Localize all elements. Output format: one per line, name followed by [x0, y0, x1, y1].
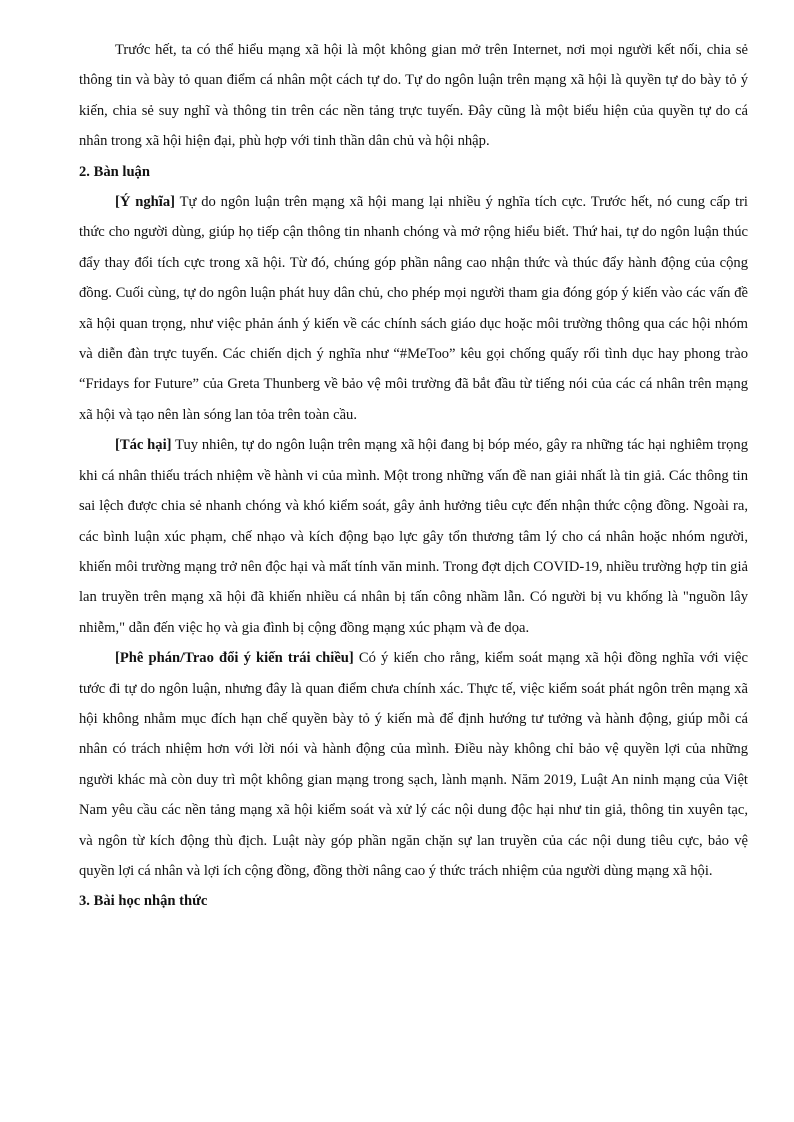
counter-argument-text: Có ý kiến cho rằng, kiểm soát mạng xã hội đồng nghĩa với việc tước đi tự do ngôn luận, nhưng đây là quan điểm chưa chính xác. Thực tế, việc kiểm soát phát ngôn trên mạng xã hội không nhằm mục đích hạn chế quyền bày tỏ ý kiến mà để định hướng tư tưởng và hành động, giúp mỗi cá nhân có trách nhiệm hơn với lời nói và hành động của mình. Điều này không chỉ bảo vệ quyền lợi của những người khác mà còn duy trì một không gian mạng trong sạch, lành mạnh. Năm 2019, Luật An ninh mạng của Việt Nam yêu cầu các nền tảng mạng xã hội kiểm soát và xử lý các nội dung độc hại như tin giả, thông tin xuyên tạc, và ngôn từ kích động thù địch. Luật này góp phần ngăn chặn sự lan truyền của các nội dung tiêu cực, bảo vệ quyền lợi cá nhân và lợi ích cộng đồng, đồng thời nâng cao ý thức trách nhiệm của người dùng mạng xã hội.: [79, 650, 748, 879]
meaning-paragraph: [79, 187, 748, 430]
document-page: [79, 35, 748, 917]
harm-text: Tuy nhiên, tự do ngôn luận trên mạng xã hội đang bị bóp méo, gây ra những tác hại nghiêm trọng khi cá nhân thiếu trách nhiệm về hành vi của mình. Một trong những vấn đề nan giải nhất là tin giả. Các thông tin sai lệch được chia sẻ nhanh chóng và khó kiểm soát, gây ảnh hưởng tiêu cực đến nhận thức cộng đồng. Ngoài ra, các bình luận xúc phạm, chế nhạo và kích động bạo lực gây tổn thương tâm lý cho cá nhân hoặc nhóm người, khiến môi trường mạng trở nên độc hại và mất tính văn minh. Trong đợt dịch COVID-19, nhiều trường hợp tin giả lan truyền trên mạng xã hội đã khiến nhiều cá nhân bị tấn công nhầm lẫn. Có người bị vu khống là "nguồn lây nhiễm," dẫn đến việc họ và gia đình bị cộng đồng mạng xúc phạm và đe dọa.: [79, 437, 748, 636]
meaning-tag: [Ý nghĩa]: [115, 194, 175, 211]
counter-argument-paragraph: [79, 643, 748, 886]
section-heading-discussion: 2. Bàn luận: [79, 163, 150, 180]
section-heading-lessons: 3. Bài học nhận thức: [79, 893, 208, 910]
harm-tag: [Tác hại]: [115, 437, 172, 454]
meaning-text: Tự do ngôn luận trên mạng xã hội mang lại nhiều ý nghĩa tích cực. Trước hết, nó cung cấp tri thức cho người dùng, giúp họ tiếp cận thông tin nhanh chóng và mở rộng hiểu biết. Thứ hai, tự do ngôn luận thúc đẩy thay đổi tích cực trong xã hội. Từ đó, chúng góp phần nâng cao nhận thức và thúc đẩy hành động của cộng đồng. Cuối cùng, tự do ngôn luận phát huy dân chủ, cho phép mọi người tham gia đóng góp ý kiến vào các vấn đề xã hội quan trọng, như việc phản ánh ý kiến về các chính sách giáo dục hoặc môi trường thông qua các hội nhóm và diễn đàn trực tuyến. Các chiến dịch ý nghĩa như “#MeToo” kêu gọi chống quấy rối tình dục hay phong trào “Fridays for Future” của Greta Thunberg về bảo vệ môi trường đã bắt đầu từ tiếng nói của các cá nhân trên mạng xã hội và tạo nên làn sóng lan tỏa trên toàn cầu.: [79, 194, 748, 423]
harm-paragraph: [79, 430, 748, 643]
counter-argument-tag: [Phê phán/Trao đổi ý kiến trái chiều]: [115, 650, 354, 667]
intro-paragraph: Trước hết, ta có thể hiểu mạng xã hội là một không gian mở trên Internet, nơi mọi người kết nối, chia sẻ thông tin và bày tỏ quan điểm cá nhân một cách tự do. Tự do ngôn luận trên mạng xã hội là quyền tự do bày tỏ ý kiến, chia sẻ suy nghĩ và thông tin trên các nền tảng trực tuyến. Đây cũng là một biểu hiện của quyền tự do cá nhân trong xã hội hiện đại, phù hợp với tinh thần dân chủ và hội nhập.: [79, 42, 748, 150]
